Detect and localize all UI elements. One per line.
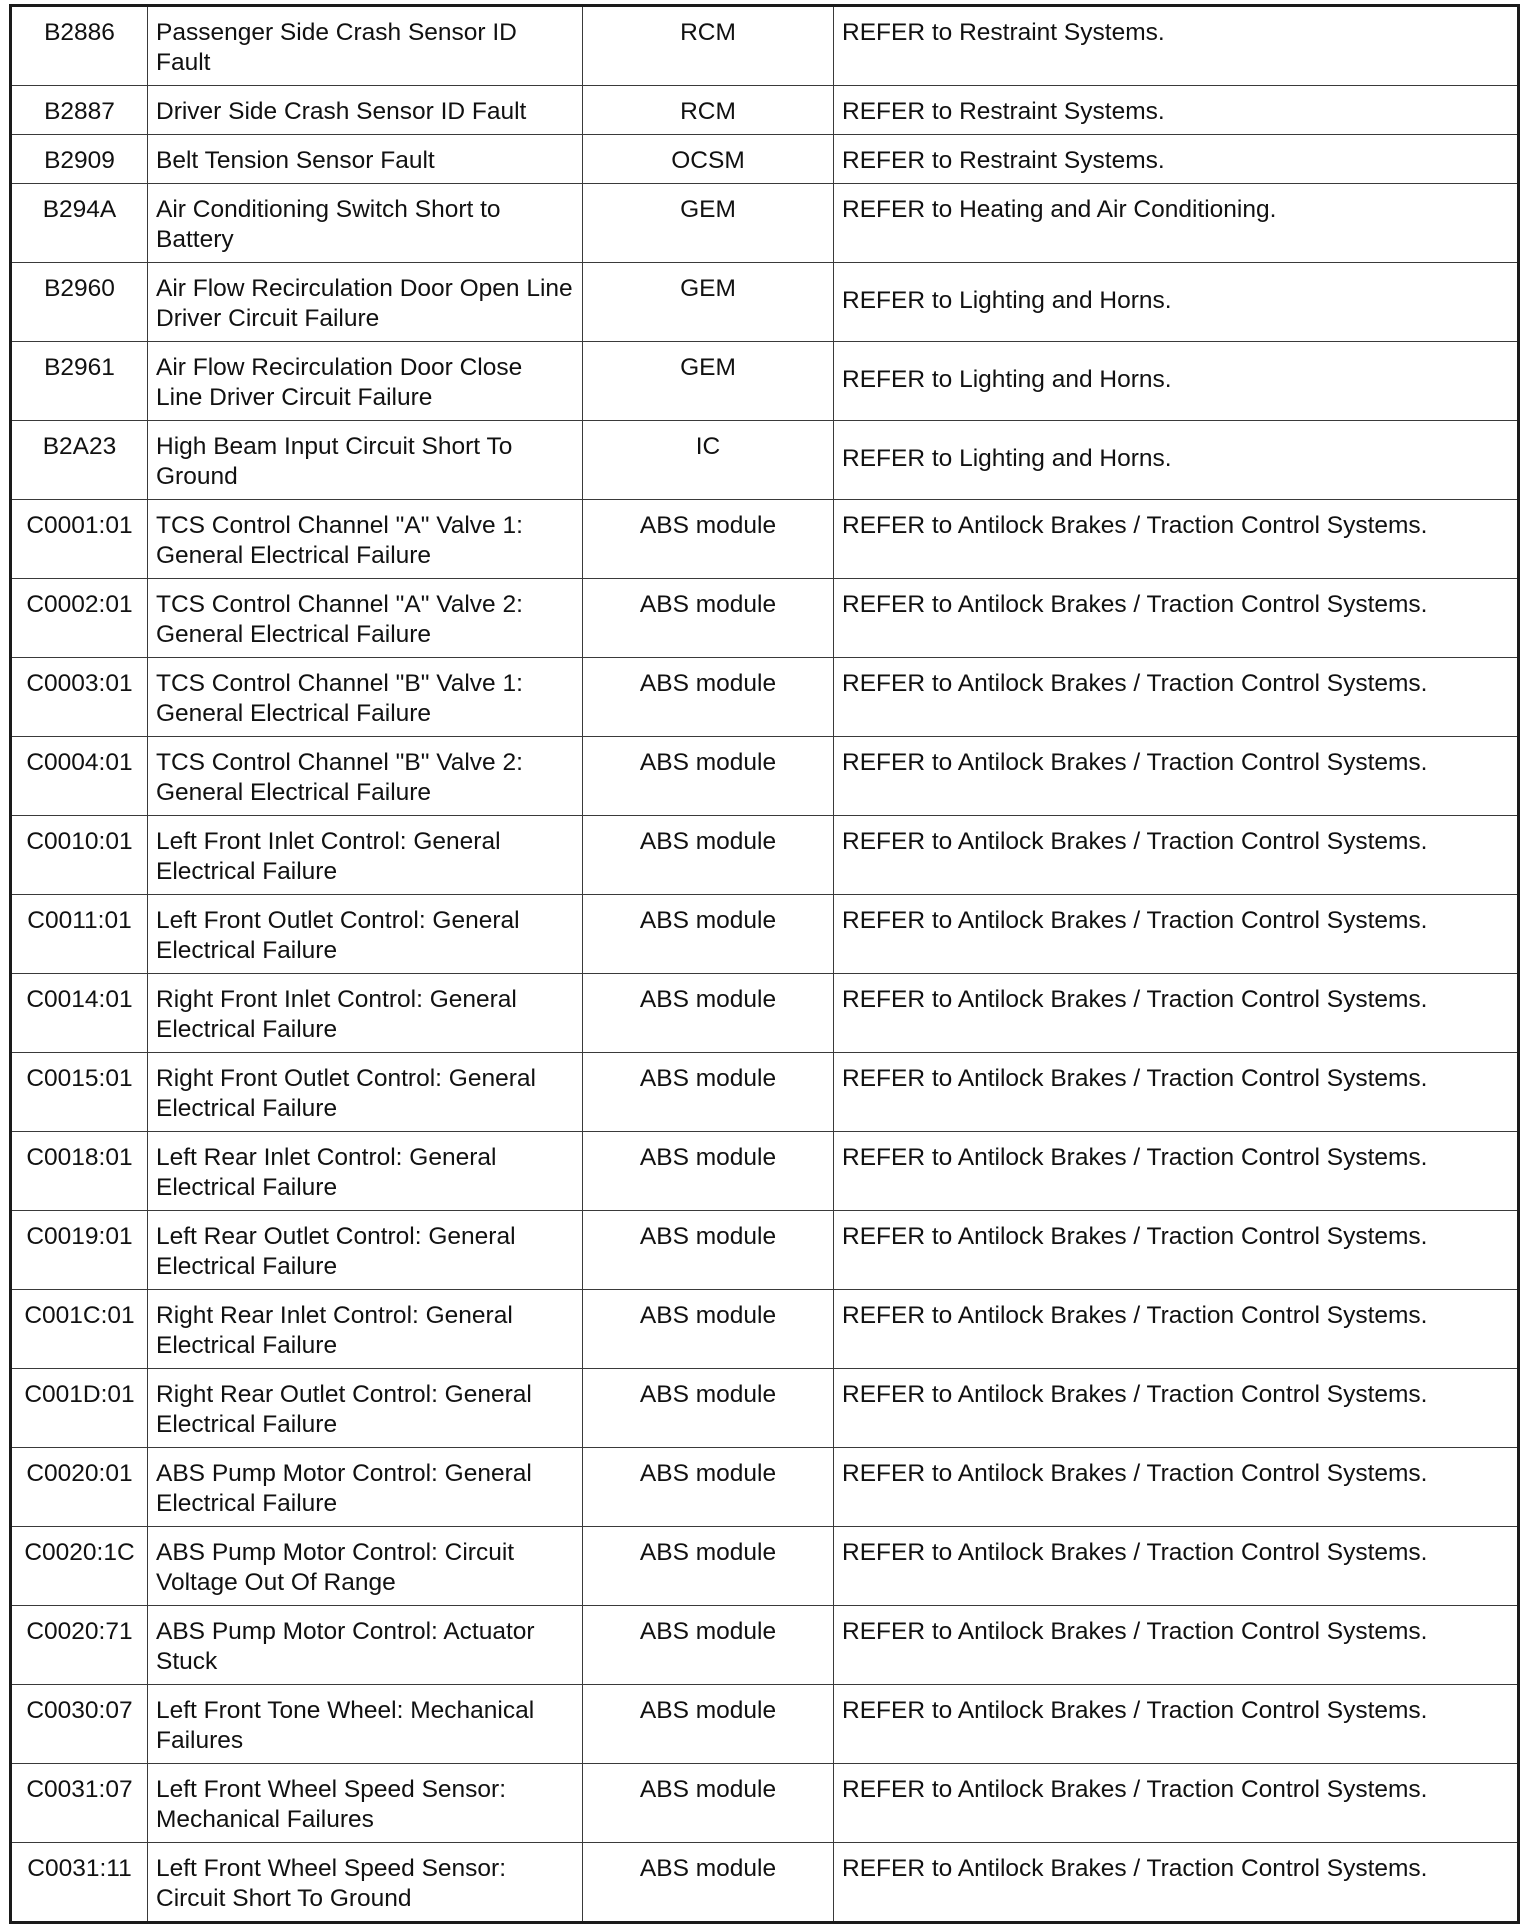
table-row — [11, 579, 1519, 658]
action-cell: REFER to Antilock Brakes / Traction Control Systems. — [834, 1132, 1519, 1211]
dtc-code-cell: C001D:01 — [11, 1369, 148, 1448]
module-cell: ABS module — [583, 658, 834, 737]
action-cell: REFER to Antilock Brakes / Traction Control Systems. — [834, 1448, 1519, 1527]
dtc-code-cell: C0020:71 — [11, 1606, 148, 1685]
dtc-code-cell: C0015:01 — [11, 1053, 148, 1132]
dtc-description-cell: TCS Control Channel "A" Valve 1: General Electrical Failure — [148, 500, 583, 579]
module-cell: ABS module — [583, 1132, 834, 1211]
table-row — [11, 1290, 1519, 1369]
action-cell: REFER to Restraint Systems. — [834, 6, 1519, 86]
action-cell: REFER to Restraint Systems. — [834, 135, 1519, 184]
dtc-code-cell: C0020:1C — [11, 1527, 148, 1606]
module-cell: IC — [583, 421, 834, 500]
action-cell: REFER to Antilock Brakes / Traction Control Systems. — [834, 1053, 1519, 1132]
module-cell: ABS module — [583, 1369, 834, 1448]
module-cell: GEM — [583, 263, 834, 342]
module-cell: ABS module — [583, 895, 834, 974]
dtc-code-cell: B2A23 — [11, 421, 148, 500]
action-cell: REFER to Lighting and Horns. — [834, 263, 1519, 342]
dtc-table-body — [11, 6, 1519, 1923]
module-cell: ABS module — [583, 1448, 834, 1527]
table-row — [11, 816, 1519, 895]
action-cell: REFER to Antilock Brakes / Traction Control Systems. — [834, 895, 1519, 974]
table-row — [11, 6, 1519, 86]
table-row — [11, 263, 1519, 342]
table-row — [11, 500, 1519, 579]
table-row — [11, 1527, 1519, 1606]
dtc-code-cell: C0031:11 — [11, 1843, 148, 1923]
table-row — [11, 421, 1519, 500]
dtc-description-cell: Belt Tension Sensor Fault — [148, 135, 583, 184]
table-row — [11, 895, 1519, 974]
dtc-code-cell: C0019:01 — [11, 1211, 148, 1290]
dtc-description-cell: Left Front Tone Wheel: Mechanical Failures — [148, 1685, 583, 1764]
table-row — [11, 1448, 1519, 1527]
dtc-code-cell: B2909 — [11, 135, 148, 184]
dtc-description-cell: Air Conditioning Switch Short to Battery — [148, 184, 583, 263]
action-cell: REFER to Antilock Brakes / Traction Control Systems. — [834, 1527, 1519, 1606]
dtc-description-cell: Left Rear Outlet Control: General Electrical Failure — [148, 1211, 583, 1290]
module-cell: GEM — [583, 342, 834, 421]
action-cell: REFER to Antilock Brakes / Traction Control Systems. — [834, 1606, 1519, 1685]
module-cell: ABS module — [583, 816, 834, 895]
module-cell: RCM — [583, 6, 834, 86]
table-row — [11, 1685, 1519, 1764]
dtc-description-cell: ABS Pump Motor Control: Circuit Voltage Out Of Range — [148, 1527, 583, 1606]
dtc-code-cell: C0003:01 — [11, 658, 148, 737]
module-cell: ABS module — [583, 1685, 834, 1764]
dtc-description-cell: TCS Control Channel "A" Valve 2: General Electrical Failure — [148, 579, 583, 658]
module-cell: ABS module — [583, 1764, 834, 1843]
dtc-code-cell: C0014:01 — [11, 974, 148, 1053]
table-row — [11, 135, 1519, 184]
dtc-table-container — [9, 4, 1517, 1924]
dtc-code-cell: C0011:01 — [11, 895, 148, 974]
dtc-description-cell: Left Front Inlet Control: General Electrical Failure — [148, 816, 583, 895]
dtc-description-cell: ABS Pump Motor Control: Actuator Stuck — [148, 1606, 583, 1685]
dtc-description-cell: High Beam Input Circuit Short To Ground — [148, 421, 583, 500]
module-cell: ABS module — [583, 1843, 834, 1923]
module-cell: ABS module — [583, 737, 834, 816]
table-row — [11, 1211, 1519, 1290]
module-cell: ABS module — [583, 1211, 834, 1290]
module-cell: GEM — [583, 184, 834, 263]
action-cell: REFER to Antilock Brakes / Traction Control Systems. — [834, 1685, 1519, 1764]
action-cell: REFER to Antilock Brakes / Traction Control Systems. — [834, 974, 1519, 1053]
dtc-description-cell: ABS Pump Motor Control: General Electrical Failure — [148, 1448, 583, 1527]
dtc-description-cell: Right Rear Outlet Control: General Electrical Failure — [148, 1369, 583, 1448]
table-row — [11, 658, 1519, 737]
table-row — [11, 1606, 1519, 1685]
dtc-code-cell: B2886 — [11, 6, 148, 86]
module-cell: ABS module — [583, 1053, 834, 1132]
module-cell: ABS module — [583, 1606, 834, 1685]
dtc-description-cell: TCS Control Channel "B" Valve 1: General Electrical Failure — [148, 658, 583, 737]
dtc-description-cell: TCS Control Channel "B" Valve 2: General Electrical Failure — [148, 737, 583, 816]
action-cell: REFER to Antilock Brakes / Traction Control Systems. — [834, 1290, 1519, 1369]
dtc-description-cell: Air Flow Recirculation Door Close Line Driver Circuit Failure — [148, 342, 583, 421]
module-cell: ABS module — [583, 500, 834, 579]
dtc-code-cell: C0030:07 — [11, 1685, 148, 1764]
dtc-code-cell: B2961 — [11, 342, 148, 421]
action-cell: REFER to Antilock Brakes / Traction Control Systems. — [834, 1843, 1519, 1923]
dtc-description-cell: Right Rear Inlet Control: General Electrical Failure — [148, 1290, 583, 1369]
dtc-code-cell: C0020:01 — [11, 1448, 148, 1527]
table-row — [11, 1053, 1519, 1132]
action-cell: REFER to Antilock Brakes / Traction Control Systems. — [834, 658, 1519, 737]
module-cell: OCSM — [583, 135, 834, 184]
table-row — [11, 86, 1519, 135]
action-cell: REFER to Antilock Brakes / Traction Control Systems. — [834, 1764, 1519, 1843]
dtc-description-cell: Left Rear Inlet Control: General Electrical Failure — [148, 1132, 583, 1211]
dtc-description-cell: Right Front Outlet Control: General Electrical Failure — [148, 1053, 583, 1132]
module-cell: ABS module — [583, 1527, 834, 1606]
table-row — [11, 974, 1519, 1053]
action-cell: REFER to Antilock Brakes / Traction Control Systems. — [834, 816, 1519, 895]
dtc-code-cell: B2960 — [11, 263, 148, 342]
table-row — [11, 184, 1519, 263]
dtc-code-cell: C0004:01 — [11, 737, 148, 816]
table-row — [11, 737, 1519, 816]
dtc-description-cell: Left Front Wheel Speed Sensor: Circuit Short To Ground — [148, 1843, 583, 1923]
dtc-code-cell: C001C:01 — [11, 1290, 148, 1369]
module-cell: ABS module — [583, 974, 834, 1053]
module-cell: RCM — [583, 86, 834, 135]
dtc-description-cell: Right Front Inlet Control: General Electrical Failure — [148, 974, 583, 1053]
dtc-description-cell: Left Front Wheel Speed Sensor: Mechanical Failures — [148, 1764, 583, 1843]
dtc-code-cell: C0031:07 — [11, 1764, 148, 1843]
table-row — [11, 342, 1519, 421]
action-cell: REFER to Antilock Brakes / Traction Control Systems. — [834, 737, 1519, 816]
action-cell: REFER to Heating and Air Conditioning. — [834, 184, 1519, 263]
module-cell: ABS module — [583, 579, 834, 658]
dtc-description-cell: Passenger Side Crash Sensor ID Fault — [148, 6, 583, 86]
table-row — [11, 1843, 1519, 1923]
dtc-description-cell: Driver Side Crash Sensor ID Fault — [148, 86, 583, 135]
dtc-code-cell: B294A — [11, 184, 148, 263]
table-row — [11, 1764, 1519, 1843]
action-cell: REFER to Lighting and Horns. — [834, 421, 1519, 500]
action-cell: REFER to Antilock Brakes / Traction Control Systems. — [834, 500, 1519, 579]
dtc-description-cell: Air Flow Recirculation Door Open Line Driver Circuit Failure — [148, 263, 583, 342]
action-cell: REFER to Restraint Systems. — [834, 86, 1519, 135]
action-cell: REFER to Antilock Brakes / Traction Control Systems. — [834, 1211, 1519, 1290]
table-row — [11, 1132, 1519, 1211]
action-cell: REFER to Antilock Brakes / Traction Control Systems. — [834, 579, 1519, 658]
dtc-code-cell: B2887 — [11, 86, 148, 135]
action-cell: REFER to Lighting and Horns. — [834, 342, 1519, 421]
action-cell: REFER to Antilock Brakes / Traction Control Systems. — [834, 1369, 1519, 1448]
table-row — [11, 1369, 1519, 1448]
dtc-code-cell: C0001:01 — [11, 500, 148, 579]
dtc-table — [9, 4, 1520, 1924]
module-cell: ABS module — [583, 1290, 834, 1369]
dtc-code-cell: C0018:01 — [11, 1132, 148, 1211]
dtc-code-cell: C0002:01 — [11, 579, 148, 658]
dtc-code-cell: C0010:01 — [11, 816, 148, 895]
dtc-description-cell: Left Front Outlet Control: General Electrical Failure — [148, 895, 583, 974]
